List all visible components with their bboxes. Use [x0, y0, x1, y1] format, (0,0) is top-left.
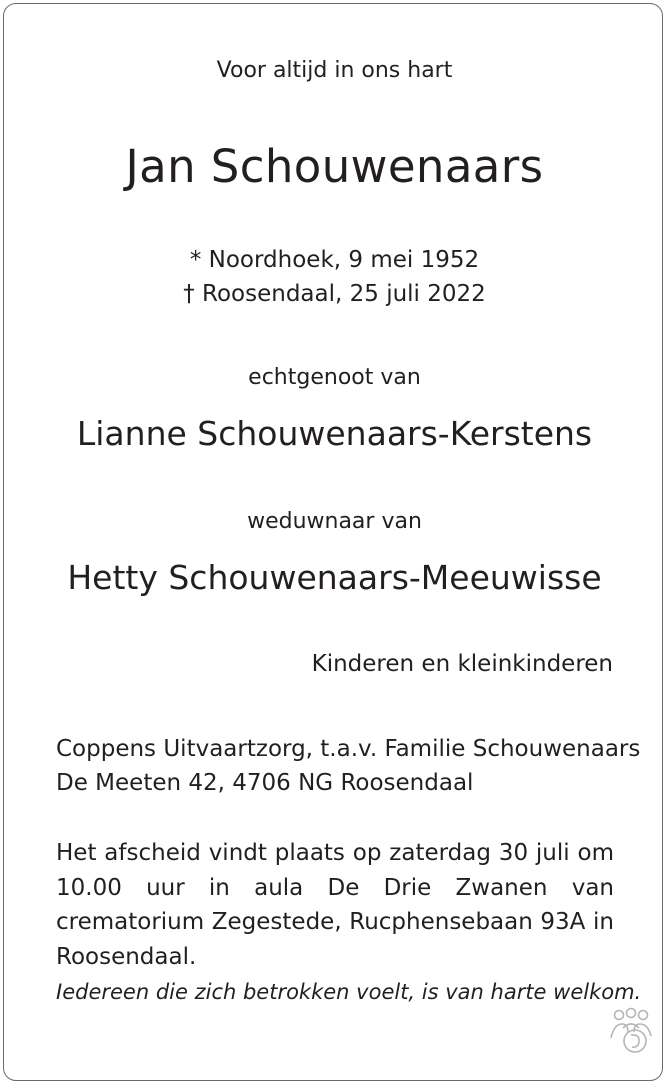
contact-line-1: Coppens Uitvaartzorg, t.a.v. Familie Schouwenaars: [56, 736, 641, 762]
contact-line-2: De Meeten 42, 4706 NG Roosendaal: [56, 770, 474, 796]
birth-line: * Noordhoek, 9 mei 1952: [189, 247, 480, 273]
death-line: † Roosendaal, 25 juli 2022: [183, 281, 486, 307]
spouse-intro: echtgenoot van: [248, 365, 421, 390]
late-spouse-name: Hetty Schouwenaars-Meeuwisse: [67, 558, 602, 597]
ceremony-text: Het afscheid vindt plaats op zaterdag 30 juli om 10.00 uur in aula De Drie Zwanen van crematorium Zegestede, Rucphensebaan 93A in Roosendaal.: [56, 840, 614, 970]
publisher-logo-icon: [606, 1006, 656, 1056]
spouse-name: Lianne Schouwenaars-Kerstens: [76, 414, 593, 453]
widower-intro: weduwnaar van: [247, 509, 422, 534]
deceased-name: Jan Schouwenaars: [125, 140, 544, 193]
family-signature: Kinderen en kleinkinderen: [311, 651, 613, 677]
welcome-text: Iedereen die zich betrokken voelt, is van harte welkom.: [56, 980, 642, 1004]
motto-text: Voor altijd in ons hart: [216, 58, 453, 83]
